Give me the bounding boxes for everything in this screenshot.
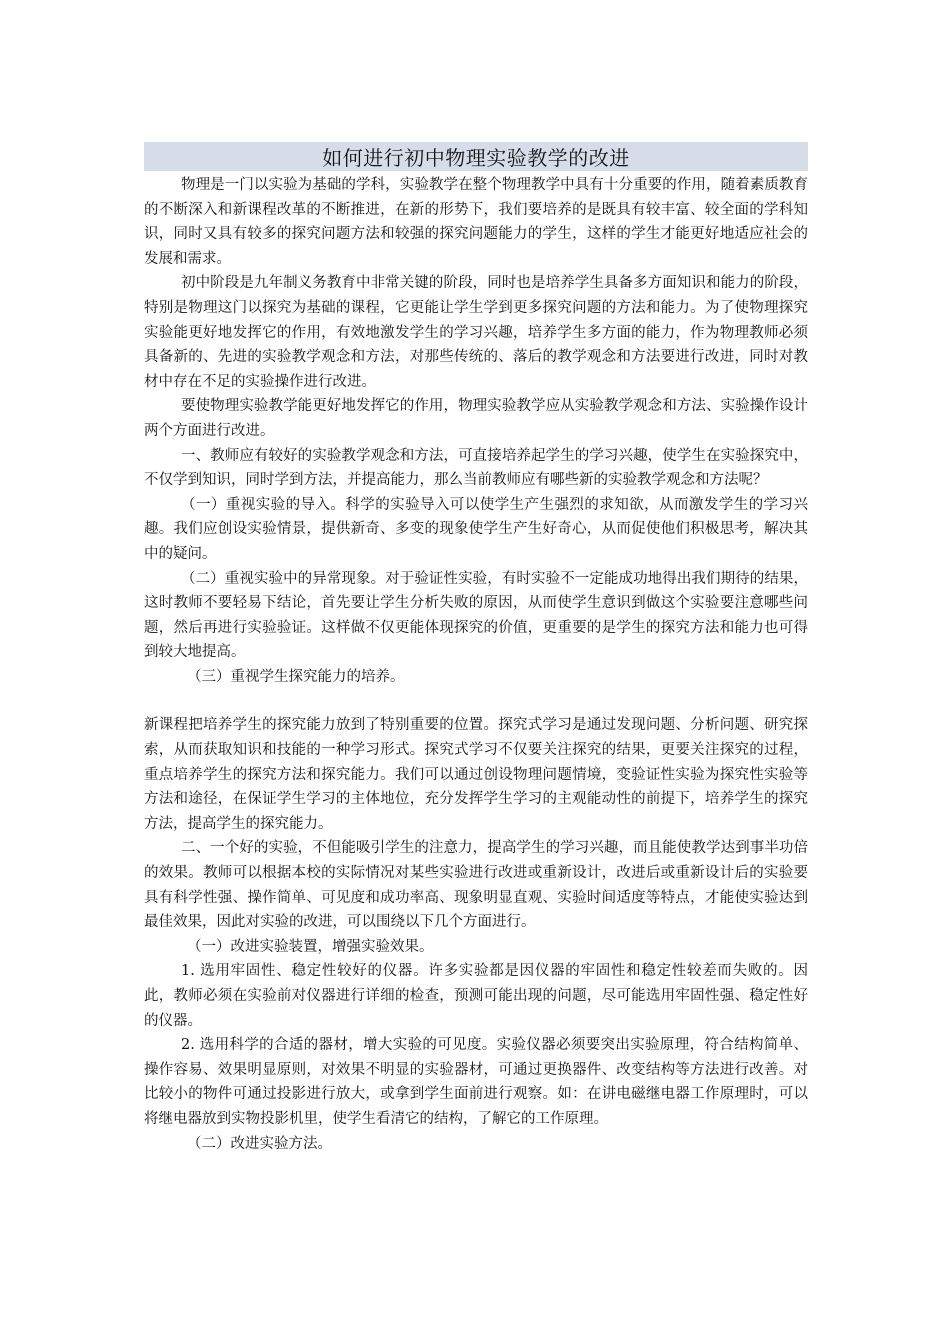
document-title: 如何进行初中物理实验教学的改进	[322, 146, 630, 170]
section-heading: （一）改进实验装置，增强实验效果。	[187, 938, 434, 955]
paragraph: 2. 选用科学的合适的器材，增大实验的可见度。实验仪器必须要突出实验原理，符合结构简单、操作容易、效果明显原则，对效果不明显的实验器材，可通过更换器件、改变结构等方法进行改善。对比较小的物件可通过投影进行放大，或拿到学生面前进行观察。如：在讲电磁继电器工作原理时，可以将继电器放到实物投影机里，使学生看清它的结构，了解它的工作原理。	[144, 1037, 808, 1127]
paragraph: 要使物理实验教学能更好地发挥它的作用，物理实验教学应从实验教学观念和方法、实验操作设计两个方面进行改进。	[144, 398, 808, 439]
blank-line	[144, 689, 808, 713]
title-banner	[144, 142, 808, 171]
paragraph: 1. 选用牢固性、稳定性较好的仪器。许多实验都是因仪器的牢固性和稳定性较差而失败的。因此，教师必须在实验前对仪器进行详细的检查，预测可能出现的问题，尽可能选用牢固性强、稳定性好的仪器。	[144, 963, 808, 1029]
paragraph: 新课程把培养学生的探究能力放到了特别重要的位置。探究式学习是通过发现问题、分析问题、研究探索，从而获取知识和技能的一种学习形式。探究式学习不仅要关注探究的结果，更要关注探究的过程，重点培养学生的探究方法和探究能力。我们可以通过创设物理问题情境，变验证性实验为探究性实验等方法和途径，在保证学生学习的主体地位，充分发挥学生学习的主观能动性的前提下，培养学生的探究方法，提高学生的探究能力。	[144, 717, 808, 832]
paragraph: 初中阶段是九年制义务教育中非常关键的阶段，同时也是培养学生具备多方面知识和能力的阶段，特别是物理这门以探究为基础的课程，它更能让学生学到更多探究问题的方法和能力。为了使物理探究实验能更好地发挥它的作用，有效地激发学生的学习兴趣，培养学生多方面的能力，作为物理教师必须具备新的、先进的实验教学观念和方法，对那些传统的、落后的教学观念和方法要进行改进，同时对教材中存在不足的实验操作进行改进。	[144, 275, 808, 390]
paragraph: 物理是一门以实验为基础的学科，实验教学在整个物理教学中具有十分重要的作用，随着素质教育的不断深入和新课程改革的不断推进，在新的形势下，我们要培养的是既具有较丰富、较全面的学科知识，同时又具有较多的探究问题方法和较强的探究问题能力的学生，这样的学生才能更好地适应社会的发展和需求。	[144, 177, 808, 267]
paragraph: 一、教师应有较好的实验教学观念和方法，可直接培养起学生的学习兴趣，使学生在实验探究中，不仅学到知识，同时学到方法，并提高能力，那么当前教师应有哪些新的实验教学观念和方法呢？	[144, 447, 808, 489]
paragraph: （一）重视实验的导入。科学的实验导入可以使学生产生强烈的求知欲，从而激发学生的学习兴趣。我们应创设实验情景，提供新奇、多变的现象使学生产生好奇心，从而促使他们积极思考，解决其中的疑问。	[144, 496, 808, 562]
section-heading: （三）重视学生探究能力的培养。	[187, 668, 405, 685]
document-page	[144, 142, 808, 1156]
paragraph: 二、一个好的实验，不但能吸引学生的注意力，提高学生的学习兴趣，而且能使教学达到事半功倍的效果。教师可以根据本校的实际情况对某些实验进行改进或重新设计，改进后或重新设计后的实验要具有科学性强、操作简单、可见度和成功率高、现象明显直观、实验时间适度等特点，才能使实验达到最佳效果，因此对实验的改进，可以围绕以下几个方面进行。	[144, 840, 808, 931]
section-heading: （二）改进实验方法。	[187, 1135, 332, 1152]
paragraph: （二）重视实验中的异常现象。对于验证性实验，有时实验不一定能成功地得出我们期待的结果，这时教师不要轻易下结论，首先要让学生分析失败的原因，从而使学生意识到做这个实验要注意哪些问题，然后再进行实验验证。这样做不仅更能体现探究的价值，更重要的是学生的探究方法和能力也可得到较大地提高。	[144, 570, 808, 661]
